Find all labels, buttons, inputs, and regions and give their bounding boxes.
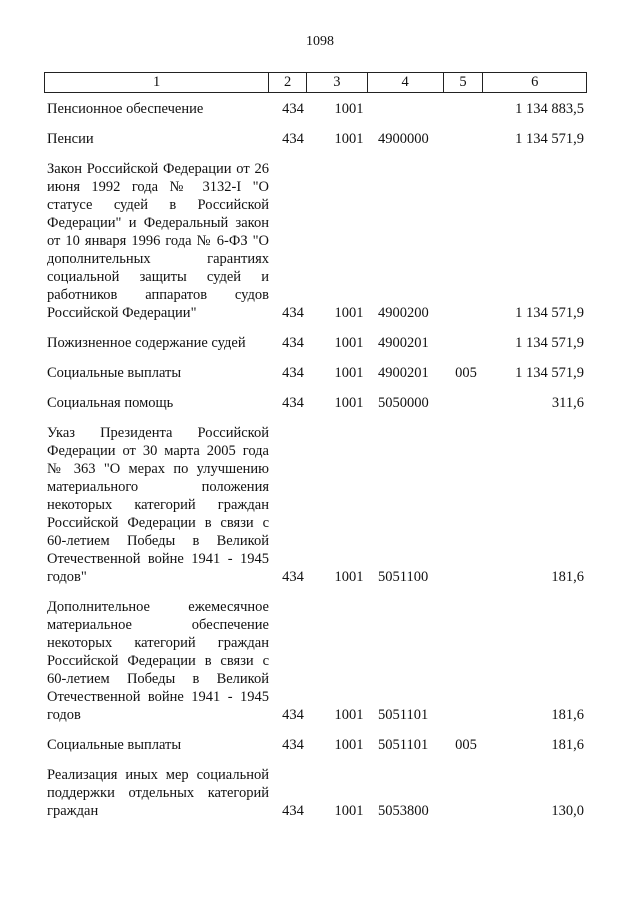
row-col-4: 5051101 bbox=[378, 707, 429, 723]
table-header bbox=[44, 72, 587, 93]
row-name: Социальные выплаты bbox=[47, 737, 182, 753]
row-name: Указ Президента Российской Федерации от 30 марта 2005 года № 363 "О мерах по улучшению материального положения некоторых категорий граждан Российской Федерации в связи с 60-летием Победы в Великой Отечественной войне 1941 - 1945 годов" bbox=[47, 425, 269, 585]
table-row bbox=[0, 160, 640, 322]
row-col-3: 1001 bbox=[334, 305, 364, 321]
row-col-2: 434 bbox=[282, 305, 304, 321]
row-col-2: 434 bbox=[282, 101, 304, 117]
header-col-5: 5 bbox=[444, 73, 484, 92]
row-name: Закон Российской Федерации от 26 июня 1992 года № 3132-I "О статусе судей в Российской Федерации" и Федеральный закон от 10 января 1996 года № 6-ФЗ "О дополнительных гарантиях социальной защиты судей и работников аппаратов судов Российской Федерации" bbox=[47, 161, 269, 321]
row-col-3: 1001 bbox=[334, 101, 364, 117]
row-col-6: 311,6 bbox=[551, 395, 584, 411]
row-col-4: 5050000 bbox=[378, 395, 429, 411]
table-row bbox=[0, 100, 640, 118]
row-col-2: 434 bbox=[282, 737, 304, 753]
header-col-3: 3 bbox=[307, 73, 368, 92]
row-col-3: 1001 bbox=[334, 365, 364, 381]
row-col-2: 434 bbox=[282, 365, 304, 381]
table-row bbox=[0, 598, 640, 724]
row-col-6: 1 134 571,9 bbox=[515, 131, 584, 147]
row-col-2: 434 bbox=[282, 131, 304, 147]
row-col-6: 130,0 bbox=[551, 803, 584, 819]
row-col-2: 434 bbox=[282, 335, 304, 351]
table-row bbox=[0, 424, 640, 586]
row-name: Реализация иных мер социальной поддержки отдельных категорий граждан bbox=[47, 767, 269, 819]
row-name: Дополнительное ежемесячное материальное обеспечение некоторых категорий граждан Российской Федерации в связи с 60-летием Победы в Великой Отечественной войне 1941 - 1945 годов bbox=[47, 599, 269, 723]
row-name: Социальная помощь bbox=[47, 395, 174, 411]
row-col-3: 1001 bbox=[334, 707, 364, 723]
row-col-2: 434 bbox=[282, 569, 304, 585]
row-col-3: 1001 bbox=[334, 335, 364, 351]
row-col-6: 181,6 bbox=[551, 737, 584, 753]
row-col-2: 434 bbox=[282, 395, 304, 411]
table-row bbox=[0, 766, 640, 820]
row-col-2: 434 bbox=[282, 707, 304, 723]
row-name: Социальные выплаты bbox=[47, 365, 182, 381]
row-col-6: 181,6 bbox=[551, 569, 584, 585]
row-col-4: 5051101 bbox=[378, 737, 429, 753]
header-col-2: 2 bbox=[269, 73, 307, 92]
table-row bbox=[0, 130, 640, 148]
row-col-3: 1001 bbox=[334, 569, 364, 585]
table-body bbox=[0, 93, 640, 820]
row-col-4: 5053800 bbox=[378, 803, 429, 819]
row-col-3: 1001 bbox=[334, 131, 364, 147]
row-name: Пожизненное содержание судей bbox=[47, 335, 246, 351]
table-row bbox=[0, 736, 640, 754]
row-col-2: 434 bbox=[282, 803, 304, 819]
row-col-6: 1 134 571,9 bbox=[515, 305, 584, 321]
table-row bbox=[0, 334, 640, 352]
page-number: 1098 bbox=[306, 34, 334, 49]
row-col-4: 4900201 bbox=[378, 365, 429, 381]
row-name: Пенсии bbox=[47, 131, 94, 147]
row-col-4: 4900000 bbox=[378, 131, 429, 147]
row-col-4: 5051100 bbox=[378, 569, 429, 585]
row-col-6: 1 134 883,5 bbox=[515, 101, 584, 117]
table-row bbox=[0, 364, 640, 382]
row-col-5: 005 bbox=[455, 737, 477, 753]
header-col-4: 4 bbox=[368, 73, 444, 92]
table-row bbox=[0, 394, 640, 412]
row-col-3: 1001 bbox=[334, 737, 364, 753]
row-col-3: 1001 bbox=[334, 803, 364, 819]
row-col-4: 4900201 bbox=[378, 335, 429, 351]
row-col-3: 1001 bbox=[334, 395, 364, 411]
row-col-6: 181,6 bbox=[551, 707, 584, 723]
header-col-1: 1 bbox=[45, 73, 269, 92]
header-col-6: 6 bbox=[531, 74, 539, 90]
row-col-6: 1 134 571,9 bbox=[515, 335, 584, 351]
row-col-6: 1 134 571,9 bbox=[515, 365, 584, 381]
row-col-4: 4900200 bbox=[378, 305, 429, 321]
row-col-5: 005 bbox=[455, 365, 477, 381]
row-name: Пенсионное обеспечение bbox=[47, 101, 204, 117]
